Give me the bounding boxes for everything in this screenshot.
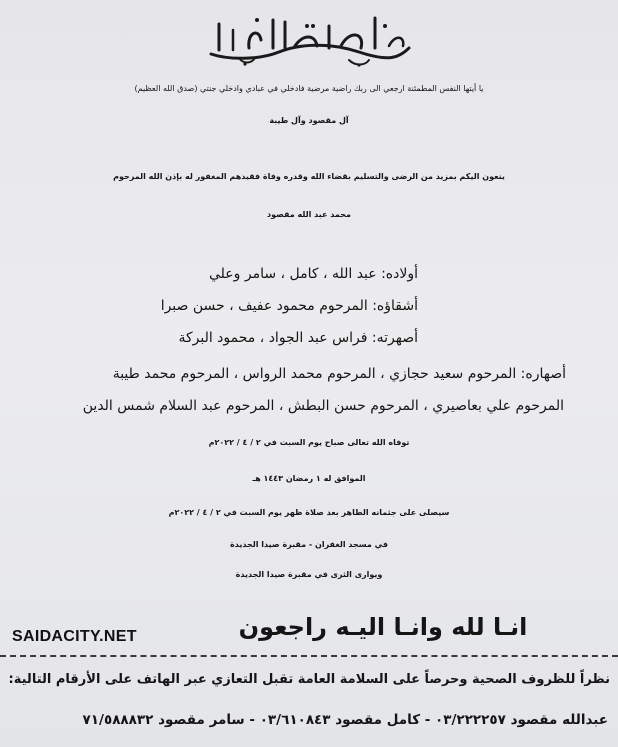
death-date: توفاه الله تعالى صباح يوم السبت في ٢ / ٤ / ٢٠٢٢م <box>208 438 410 447</box>
relatives-sons-in-law: أصهرته: فراس عبد الجواد ، محمود البركة <box>178 330 418 346</box>
calligraphy-ornament-icon <box>199 12 419 68</box>
dashed-divider <box>0 655 618 657</box>
burial-info: ويوارى الثرى في مقبرة صيدا الجديدة <box>235 570 383 579</box>
relatives-in-laws-line-1: أصهاره: المرحوم سعيد حجازي ، المرحوم محمد الرواس ، المرحوم محمد طيبة <box>112 366 566 382</box>
mosque-location: في مسجد الغفران - مقبرة صيدا الجديدة <box>230 540 388 549</box>
deceased-name: محمد عبد الله مقصود <box>267 210 351 219</box>
funeral-prayer-info: سيصلى على جثمانه الطاهر بعد صلاة ظهر يوم السبت في ٢ / ٤ / ٢٠٢٢م <box>168 508 450 517</box>
announcement-intro: ينعون اليكم بمزيد من الرضى والتسليم بقضاء الله وقدره وفاة فقيدهم المغفور له بإذن الله المرحوم <box>113 172 505 181</box>
relatives-in-laws-line-2: المرحوم علي بعاصيري ، المرحوم حسن البطش ، المرحوم عبد السلام شمس الدين <box>82 398 564 414</box>
family-name-title: آل مقصود وآل طيبة <box>269 116 349 125</box>
closing-phrase: انـا لله وانـا اليـه راجعون <box>238 613 528 641</box>
quran-verse: يا أيتها النفس المطمئنة ارجعي الى ربك راضية مرضية فادخلي في عبادي وادخلي جنتي (صدق الله العظيم) <box>134 84 484 93</box>
condolence-notice: نظراً للظروف الصحية وحرصاً على السلامة العامة تقبل التعازي عبر الهاتف على الأرقام التالية: <box>8 672 610 687</box>
site-watermark: SAIDACITY.NET <box>12 628 137 645</box>
hijri-date: الموافق له ١ رمضان ١٤٤٣ هـ <box>252 474 366 483</box>
condolence-phone-numbers: عبدالله مقصود ٠٣/٢٢٢٢٥٧ - كامل مقصود ٠٣/٦١٠٨٤٣ - سامر مقصود ٧١/٥٨٨٨٣٢ <box>82 712 608 728</box>
relatives-sons: أولاده: عبد الله ، كامل ، سامر وعلي <box>208 266 418 282</box>
relatives-siblings: أشقاؤه: المرحوم محمود عفيف ، حسن صبرا <box>160 298 418 314</box>
calligraphy-header <box>0 12 618 68</box>
